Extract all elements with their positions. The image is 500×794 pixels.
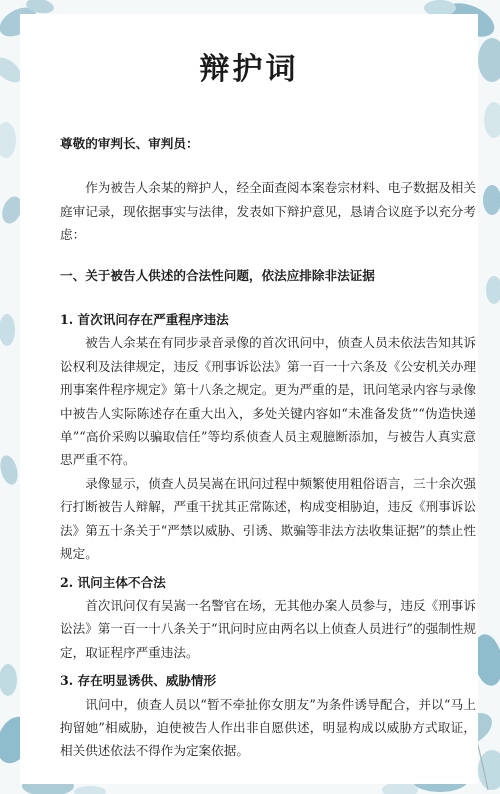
paragraph: 被告人余某在有同步录音录像的首次讯问中，侦查人员未依法告知其诉讼权利及法律规定，违反《刑事诉讼法》第一百一十六条及《公安机关办理刑事案件程序规定》第十八条之规定。更为严重的是，讯问笔录内容与录像中被告人实际陈述存在重大出入，多处关键内容如“未准备发货”“伪造快递单”“高价采购以骗取信任”等均系侦查人员主观臆断添加，与被告人真实意思严重不符。 (60, 335, 476, 468)
point-heading: 2. 讯问主体不合法 (60, 574, 166, 590)
paragraph: 首次讯问仅有吴嵩一名警官在场，无其他办案人员参与，违反《刑事诉讼法》第一百一十八条关于“讯问时应由两名以上侦查人员进行”的强制性规定，取证程序严重违法。 (60, 597, 476, 660)
paragraph: 讯问中，侦查人员以“暂不牵扯你女朋友”为条件诱导配合，并以“马上拘留她”相威胁，迫使被告人作出非自愿供述，明显构成以威胁方式取证，相关供述依法不得作为定案依据。 (60, 696, 476, 759)
section-heading: 一、关于被告人供述的合法性问题，依法应排除非法证据 (60, 267, 375, 283)
intro-paragraph: 作为被告人余某的辩护人，经全面查阅本案卷宗材料、电子数据及相关庭审记录，现依据事实与法律，发表如下辩护意见，恳请合议庭予以充分考虑： (60, 180, 476, 243)
document-title: 辩护词 (199, 52, 299, 87)
point-heading: 3. 存在明显诱供、威胁情形 (60, 673, 217, 689)
salutation: 尊敬的审判长、审判员： (60, 136, 199, 151)
paragraph: 录像显示，侦查人员吴嵩在讯问过程中频繁使用粗俗语言，三十余次强行打断被告人辩解，严重干扰其正常陈述，构成变相胁迫，违反《刑事诉讼法》第五十条关于“严禁以威胁、引诱、欺骗等非法方法收集证据”的禁止性规定。 (60, 475, 476, 562)
document-paper (20, 14, 478, 784)
point-heading: 1. 首次讯问存在严重程序违法 (60, 312, 229, 328)
document-body (60, 132, 476, 763)
